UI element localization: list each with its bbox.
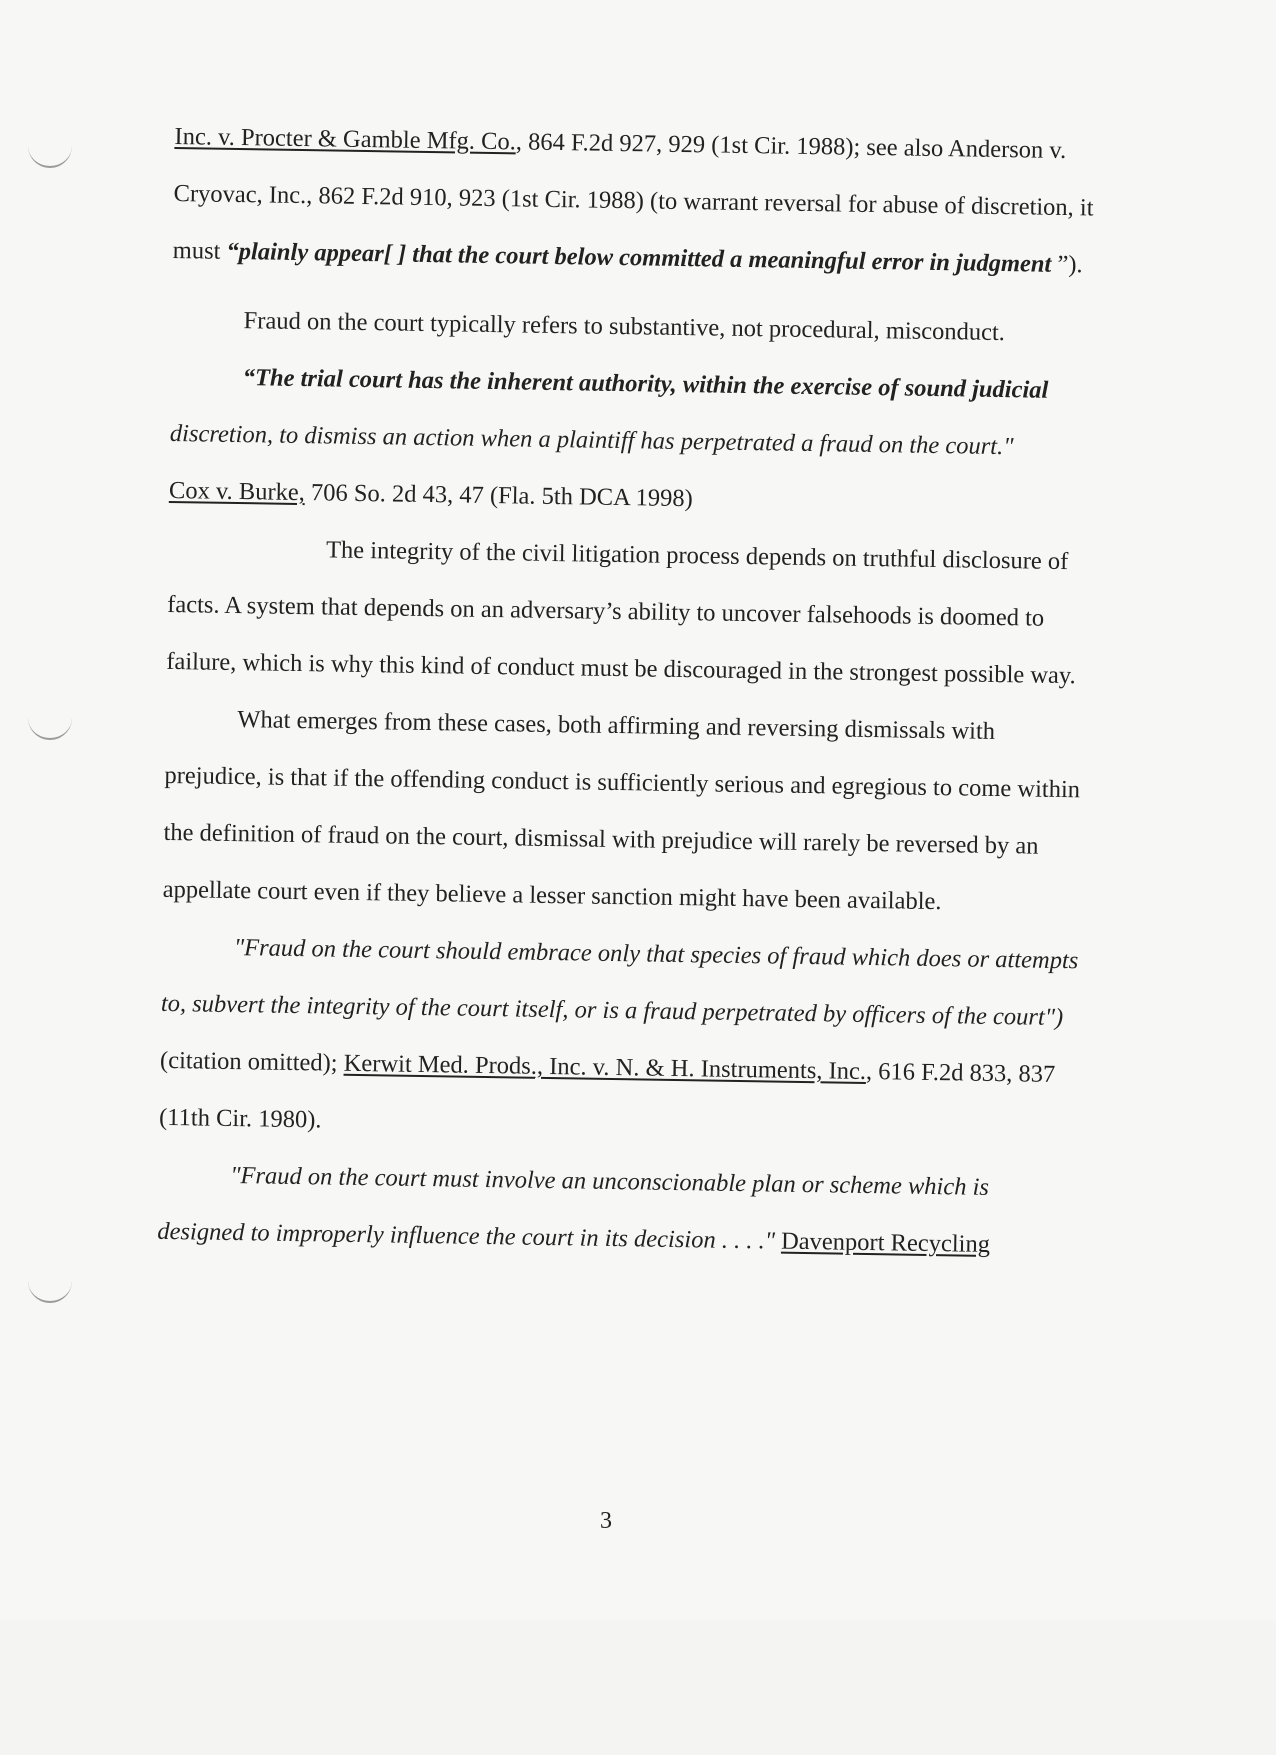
paragraph-2: Fraud on the court typically refers to substantive, not procedural, misconduct.: [243, 307, 1006, 347]
paragraph-1: [172, 108, 1095, 293]
citation-text: , 616 F.2d 833, 837 (11th Cir. 1980).: [158, 1057, 1056, 1134]
paragraph-3: [169, 348, 1092, 533]
case-citation: Davenport Recycling: [780, 1227, 991, 1258]
quote-bold: “The trial court has the inherent authority, within the exercise of sound judicial: [242, 364, 1049, 404]
paragraph-4: The integrity of the civil litigation process depends on truthful disclosure of facts. A system that depends on an adversary’s ability to uncover falsehoods is doomed to failure, which is why this kind of conduct must be discouraged in the strongest possible way.: [166, 536, 1076, 690]
paragraph-6: [159, 918, 1082, 1160]
binder-hole-middle: [28, 712, 72, 740]
citation-text: (citation omitted);: [159, 1046, 344, 1077]
citation-text: , 864 F.2d 927, 929 (1st Cir. 1988); see also Anderson v. Cryovac, Inc., 862 F.2d 910, 923 (1st Cir. 1988) (to warrant reversal for abuse of discretion, it must: [172, 128, 1094, 265]
binder-hole-bottom: [28, 1275, 72, 1303]
quote-text: discretion, to dismiss an action when a plaintiff has perpetrated a fraud on the court.": [169, 419, 1014, 461]
paragraph-5: What emerges from these cases, both affirming and reversing dismissals with prejudice, is that if the offending conduct is sufficiently serious and egregious to come within the definition of fraud on the court, dismissal with prejudice will rarely be reversed by an appellate court even if they believe a lesser sanction might have been available.: [162, 706, 1081, 916]
quote-text: "Fraud on the court should embrace only that species of fraud which does or attempts to, subvert the integrity of the court itself, or is a fraud perpetrated by officers of the court"): [160, 934, 1079, 1032]
scan-border: [0, 1620, 1276, 1755]
paragraph-7: [157, 1146, 1079, 1274]
document-body: [157, 108, 1095, 1274]
case-citation: Cox v. Burke,: [168, 476, 306, 507]
quote-end: ”).: [1057, 250, 1083, 279]
case-citation: Inc. v. Procter & Gamble Mfg. Co.: [174, 122, 517, 156]
citation-text: 706 So. 2d 43, 47 (Fla. 5th DCA 1998): [304, 479, 693, 513]
binder-hole-top: [28, 140, 72, 168]
quote-text: "Fraud on the court must involve an unconscionable plan or scheme which is designed to improperly influence the court in its decision . . . .": [157, 1162, 990, 1255]
page-number: 3: [600, 1508, 612, 1534]
quote-text: “plainly appear[ ] that the court below committed a meaningful error in judgment: [226, 237, 1058, 278]
case-citation: Kerwit Med. Prods., Inc. v. N. & H. Instruments, Inc.: [343, 1049, 867, 1085]
